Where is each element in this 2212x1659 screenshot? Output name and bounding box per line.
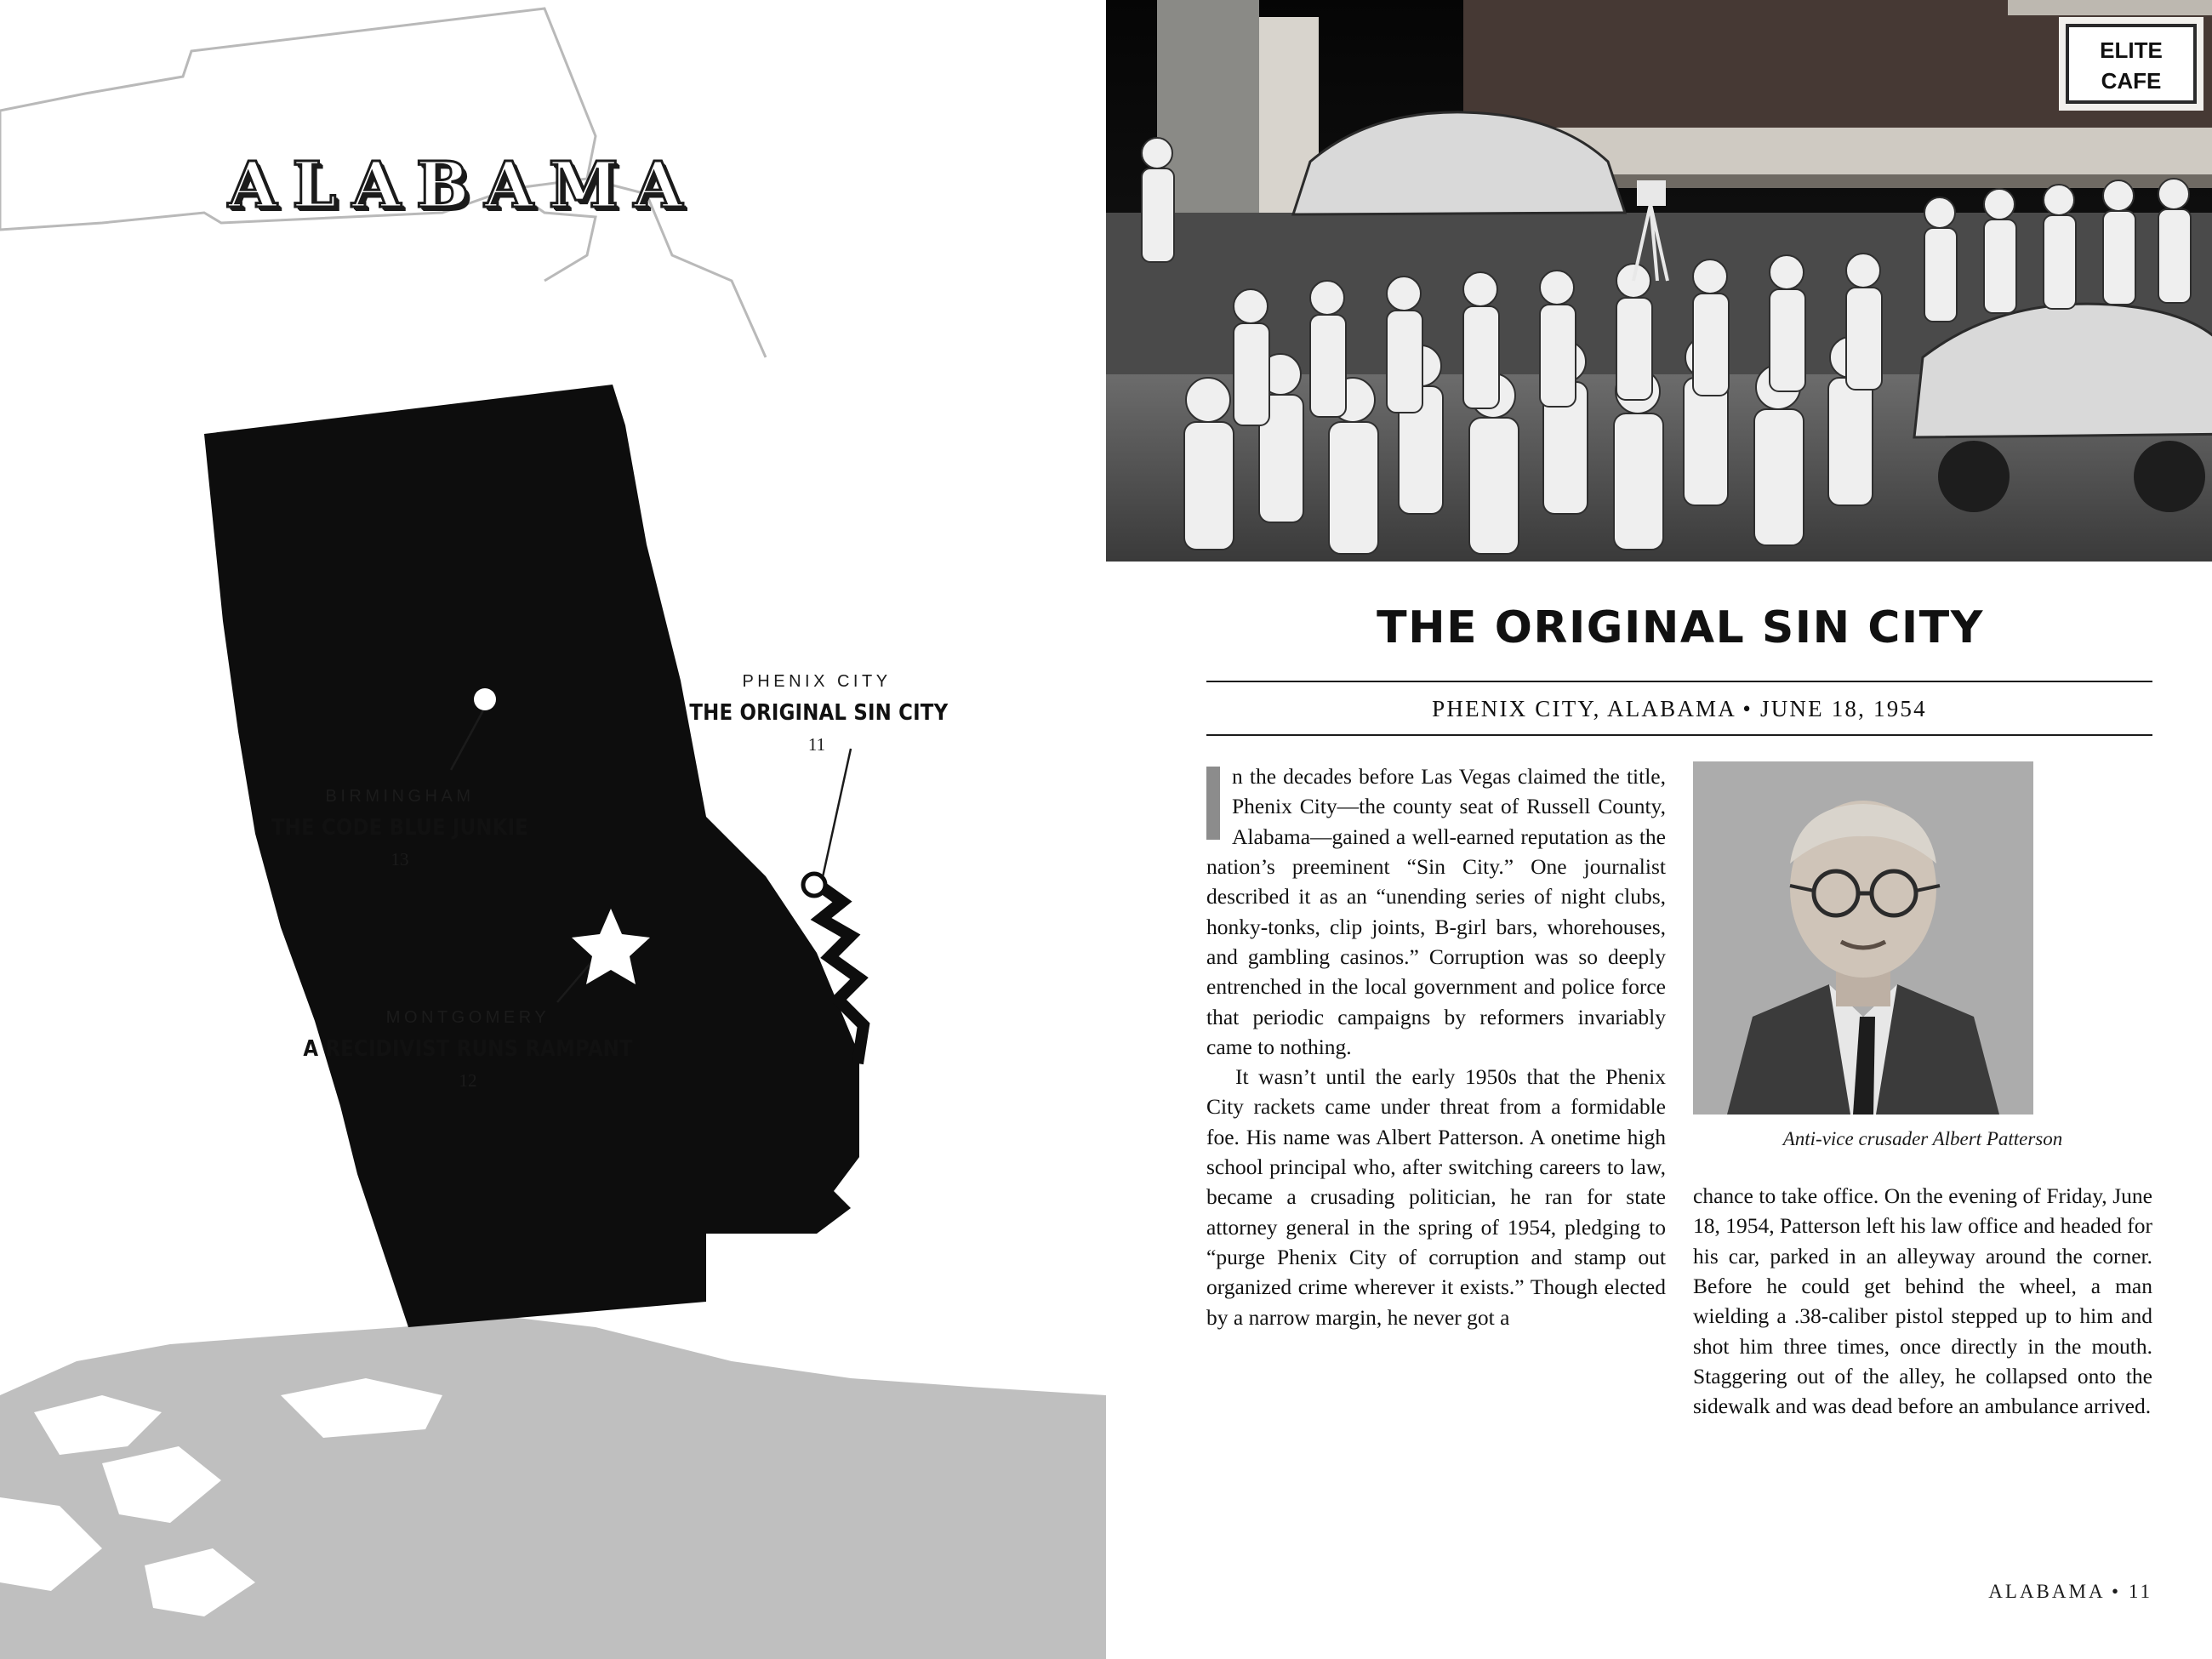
article-headline: THE ORIGINAL SIN CITY — [1377, 602, 1984, 653]
map-story-title: THE ORIGINAL SIN CITY — [689, 700, 949, 726]
article-page — [1106, 0, 2212, 1659]
article-body — [1206, 761, 2152, 1548]
map-page-number: 11 — [807, 734, 826, 755]
body-paragraph: n the decades before Las Vegas claimed the title, Phenix City—the county seat of Russell County, Alabama—gained a well-earned reputation as the nation’s preeminent “Sin City.” One journalist described it as an “unending series of night clubs, honky-tonks, clip joints, B-girl bars, whorehouses, and gambling casinos.” Corruption was so deeply entrenched in the local government and police force that periodic campaigns by reformers invariably came to nothing. — [1206, 764, 1666, 1059]
map-story-title: A RECIDIVIST RUNS RAMPANT — [303, 1036, 633, 1062]
ring-marker-phenix-city — [803, 874, 825, 896]
map-page-number: 12 — [459, 1070, 477, 1091]
body-column-left — [1206, 761, 1666, 1332]
body-paragraph: It wasn’t until the early 1950s that the Phenix City rackets came under threat from a formidable foe. His name was Albert Patterson. A onetime high school principal who, after switching careers to law, became a crusading politician, he ran for state attorney general in the spring of 1954, pledging to “purge Phenix City of corruption and stamp out organized crime wherever it exists.” Though elected by a narrow margin, he never got a — [1206, 1064, 1666, 1330]
crowd-night-photo — [1106, 0, 2212, 562]
article-top-photo — [1106, 0, 2212, 562]
dateline-block — [1206, 681, 2152, 736]
map-label-phenix-city[interactable] — [672, 672, 961, 755]
portrait-image — [1693, 761, 2033, 1115]
map-page-number: 13 — [391, 849, 409, 869]
body-paragraph: chance to take office. On the evening of Friday, June 18, 1954, Patterson left his law office and headed for his car, parked in an alleyway around the corner. Before he could get behind the wheel, a man wielding a .38-caliber pistol stepped up to him and shot him three times, once directly in the mouth. Staggering out of the alley, he collapsed onto the sidewalk and was dead before an ambulance arrived. — [1693, 1183, 2152, 1419]
map-city-name: MONTGOMERY — [385, 1008, 550, 1027]
page-title: ALABAMA — [228, 149, 698, 222]
article-dateline: PHENIX CITY, ALABAMA • JUNE 18, 1954 — [1432, 696, 1927, 721]
portrait-figure — [1693, 761, 2063, 1150]
svg-text:ELITE: ELITE — [2100, 37, 2163, 63]
dot-marker-birmingham — [474, 688, 496, 710]
portrait-caption: Anti-vice crusader Albert Patterson — [1782, 1128, 2063, 1149]
body-column-right — [1693, 1181, 2152, 1422]
page-folio: ALABAMA • 11 — [1988, 1581, 2152, 1602]
rule-bottom — [1206, 734, 2152, 736]
dropcap-bar — [1206, 767, 1220, 840]
map-label-montgomery[interactable] — [281, 1008, 655, 1092]
map-city-name: BIRMINGHAM — [325, 787, 475, 806]
svg-text:CAFE: CAFE — [2101, 68, 2162, 94]
map-city-name: PHENIX CITY — [742, 672, 892, 691]
map-label-birmingham[interactable] — [213, 787, 587, 870]
map-story-title: THE CODE BLUE JUNKIE — [271, 815, 529, 841]
albert-patterson-portrait — [1693, 761, 2033, 1115]
